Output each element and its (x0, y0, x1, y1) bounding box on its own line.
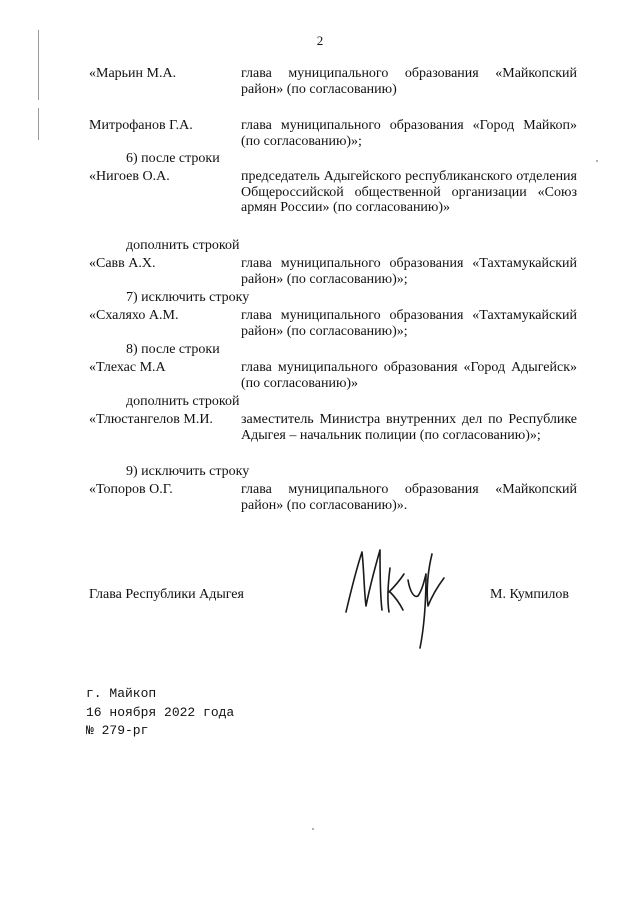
entry-role: заместитель Министра внутренних дел по Республике Адыгея – начальник полиции (по согласованию)»; (241, 412, 577, 443)
entry-name: «Нигоев О.А. (89, 169, 170, 184)
entry-name: «Схаляхо А.М. (89, 308, 179, 323)
entry-name: «Топоров О.Г. (89, 482, 173, 497)
entry-role: глава муниципального образования «Майкопский район» (по согласованию)». (241, 482, 577, 513)
scan-speck (596, 160, 598, 162)
scan-speck (312, 828, 314, 830)
amendment-marker: 9) исключить строку (126, 464, 250, 479)
entry-role: глава муниципального образования «Тахтамукайский район» (по согласованию)»; (241, 308, 577, 339)
entry-role: глава муниципального образования «Город Майкоп» (по согласованию)»; (241, 118, 577, 149)
scan-edge-mark (38, 108, 39, 140)
amendment-marker: дополнить строкой (126, 394, 240, 409)
page-number: 2 (316, 33, 324, 48)
entry-role: глава муниципального образования «Город Адыгейск» (по согласованию)» (241, 360, 577, 391)
amendment-marker: дополнить строкой (126, 238, 240, 253)
signer-name: М. Кумпилов (490, 587, 569, 602)
document-number: № 279-рг (86, 723, 149, 738)
amendment-marker: 6) после строки (126, 151, 220, 166)
document-date: 16 ноября 2022 года (86, 705, 235, 720)
entry-name: «Савв А.Х. (89, 256, 156, 271)
entry-role: глава муниципального образования «Майкопский район» (по согласованию) (241, 66, 577, 97)
entry-role: глава муниципального образования «Тахтамукайский район» (по согласованию)»; (241, 256, 577, 287)
place-of-signing: г. Майкоп (86, 686, 157, 701)
entry-name: «Марьин М.А. (89, 66, 177, 81)
entry-name: Митрофанов Г.А. (89, 118, 193, 133)
amendment-marker: 8) после строки (126, 342, 220, 357)
entry-role: председатель Адыгейского республиканского отделения Общероссийской общественной организации «Союз армян России» (по согласованию)» (241, 169, 577, 215)
handwritten-signature (340, 540, 450, 655)
signatory-position: Глава Республики Адыгея (89, 587, 244, 602)
entry-name: «Тлехас М.А (89, 360, 166, 375)
entry-name: «Тлюстангелов М.И. (89, 412, 213, 427)
amendment-marker: 7) исключить строку (126, 290, 250, 305)
